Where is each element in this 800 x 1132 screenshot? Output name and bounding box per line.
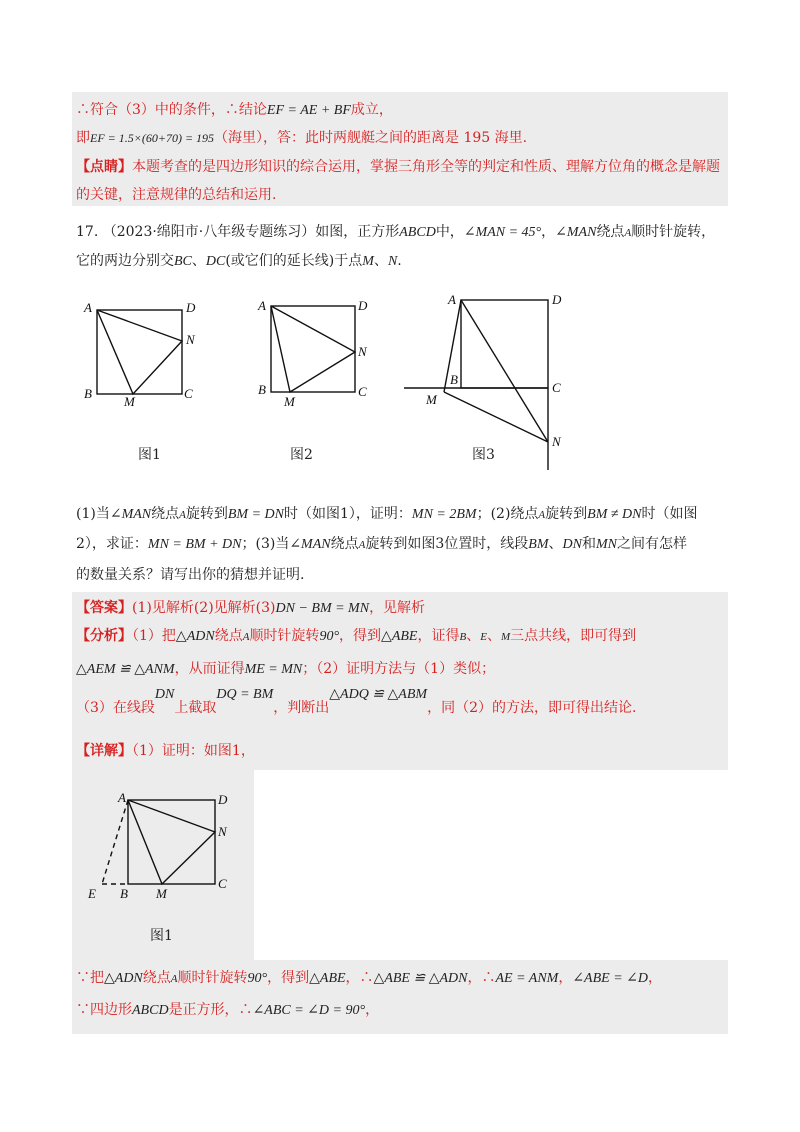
triangle-amn (97, 310, 182, 394)
analysis-line-3: （3）在线段DN上截取DQ = BM，判断出△ADQ ≌ △ABM，同（2）的方法，即可得出结论. (76, 687, 637, 716)
label-b: B (258, 382, 266, 397)
label-a: A (84, 300, 92, 315)
question-parts-line-2: 2），求证：MN = BM + DN；(3)当∠MAN绕点A旋转到如图3位置时，线段BM、DN和MN之间有怎样 (76, 536, 687, 552)
label-d: D (358, 298, 368, 313)
figure-1 (80, 296, 210, 406)
label-m: M (156, 886, 167, 901)
analysis-line-1: 【分析】（1）把△ADN绕点A顺时针旋转90°，得到△ABE，证得B、E、M三点共线，即可得到 (76, 628, 637, 644)
prev-comment-line-1: 【点睛】本题考查的是四边形知识的综合运用，掌握三角形全等的判定和性质、理解方位角的概念是解题 (76, 159, 720, 175)
square-abcd (128, 800, 215, 884)
label-d: D (218, 792, 228, 807)
proof-figure-1-caption: 图1 (150, 928, 173, 944)
analysis-line-2: △AEM ≌ △ANM，从而证得ME = MN；（2）证明方法与（1）类似； (76, 661, 496, 677)
question-17-line-2: 它的两边分别交BC、DC(或它们的延长线)于点M、N. (76, 253, 402, 269)
question-17-line-1: 17. （2023·绵阳市·八年级专题练习）如图，正方形ABCD中，∠MAN = 45°，∠MAN绕点A顺时针旋转， (76, 224, 716, 240)
label-a: A (258, 298, 266, 313)
proof-figure-1 (80, 786, 250, 906)
label-m: M (124, 394, 135, 406)
figure-2 (254, 296, 384, 406)
question-parts-line-1: (1)当∠MAN绕点A旋转到BM = DN时（如图1），证明：MN = 2BM；(2)绕点A旋转到BM ≠ DN时（如图 (76, 506, 698, 522)
prev-line-1: ∴符合（3）中的条件，∴结论EF = AE + BF成立， (76, 102, 393, 118)
proof-line-2: ∵四边形ABCD是正方形，∴∠ABC = ∠D = 90°， (76, 1002, 380, 1018)
label-a: A (448, 292, 456, 307)
label-e: E (88, 886, 96, 901)
figure-2-caption: 图2 (290, 447, 313, 463)
label-m: M (426, 392, 437, 407)
prev-line-2: 即EF = 1.5×(60+70) = 195（海里），答：此时两舰艇之间的距离是 195 海里. (76, 130, 528, 146)
label-b: B (450, 372, 458, 387)
label-b: B (120, 886, 128, 901)
figure-3-caption: 图3 (472, 447, 495, 463)
square-abcd (271, 306, 355, 392)
triangle-amn (271, 306, 355, 392)
label-m: M (284, 394, 295, 406)
label-n: N (358, 344, 367, 359)
proof-line-1: ∵把△ADN绕点A顺时针旋转90°，得到△ABE，∴△ABE ≌ △ADN，∴AE = ANM，∠ABE = ∠D， (76, 970, 663, 986)
label-n: N (552, 434, 561, 449)
label-c: C (184, 386, 193, 401)
prev-comment-line-2: 的关键，注意规律的总结和运用. (76, 187, 277, 203)
square-abcd (461, 300, 548, 388)
question-parts-line-3: 的数量关系？请写出你的猜想并证明. (76, 567, 305, 583)
triangle-amn (128, 800, 215, 884)
label-n: N (186, 332, 195, 347)
label-d: D (552, 292, 562, 307)
square-abcd (97, 310, 182, 394)
label-n: N (218, 824, 227, 839)
label-a: A (118, 790, 126, 805)
dashed-ae (102, 800, 128, 884)
label-c: C (358, 384, 367, 399)
label-c: C (552, 380, 561, 395)
label-b: B (84, 386, 92, 401)
label-c: C (218, 876, 227, 891)
figure-1-caption: 图1 (138, 447, 161, 463)
label-d: D (186, 300, 196, 315)
answer-line: 【答案】(1)见解析(2)见解析(3)DN − BM = MN，见解析 (76, 600, 426, 616)
detail-line: 【详解】（1）证明：如图1， (76, 743, 255, 759)
